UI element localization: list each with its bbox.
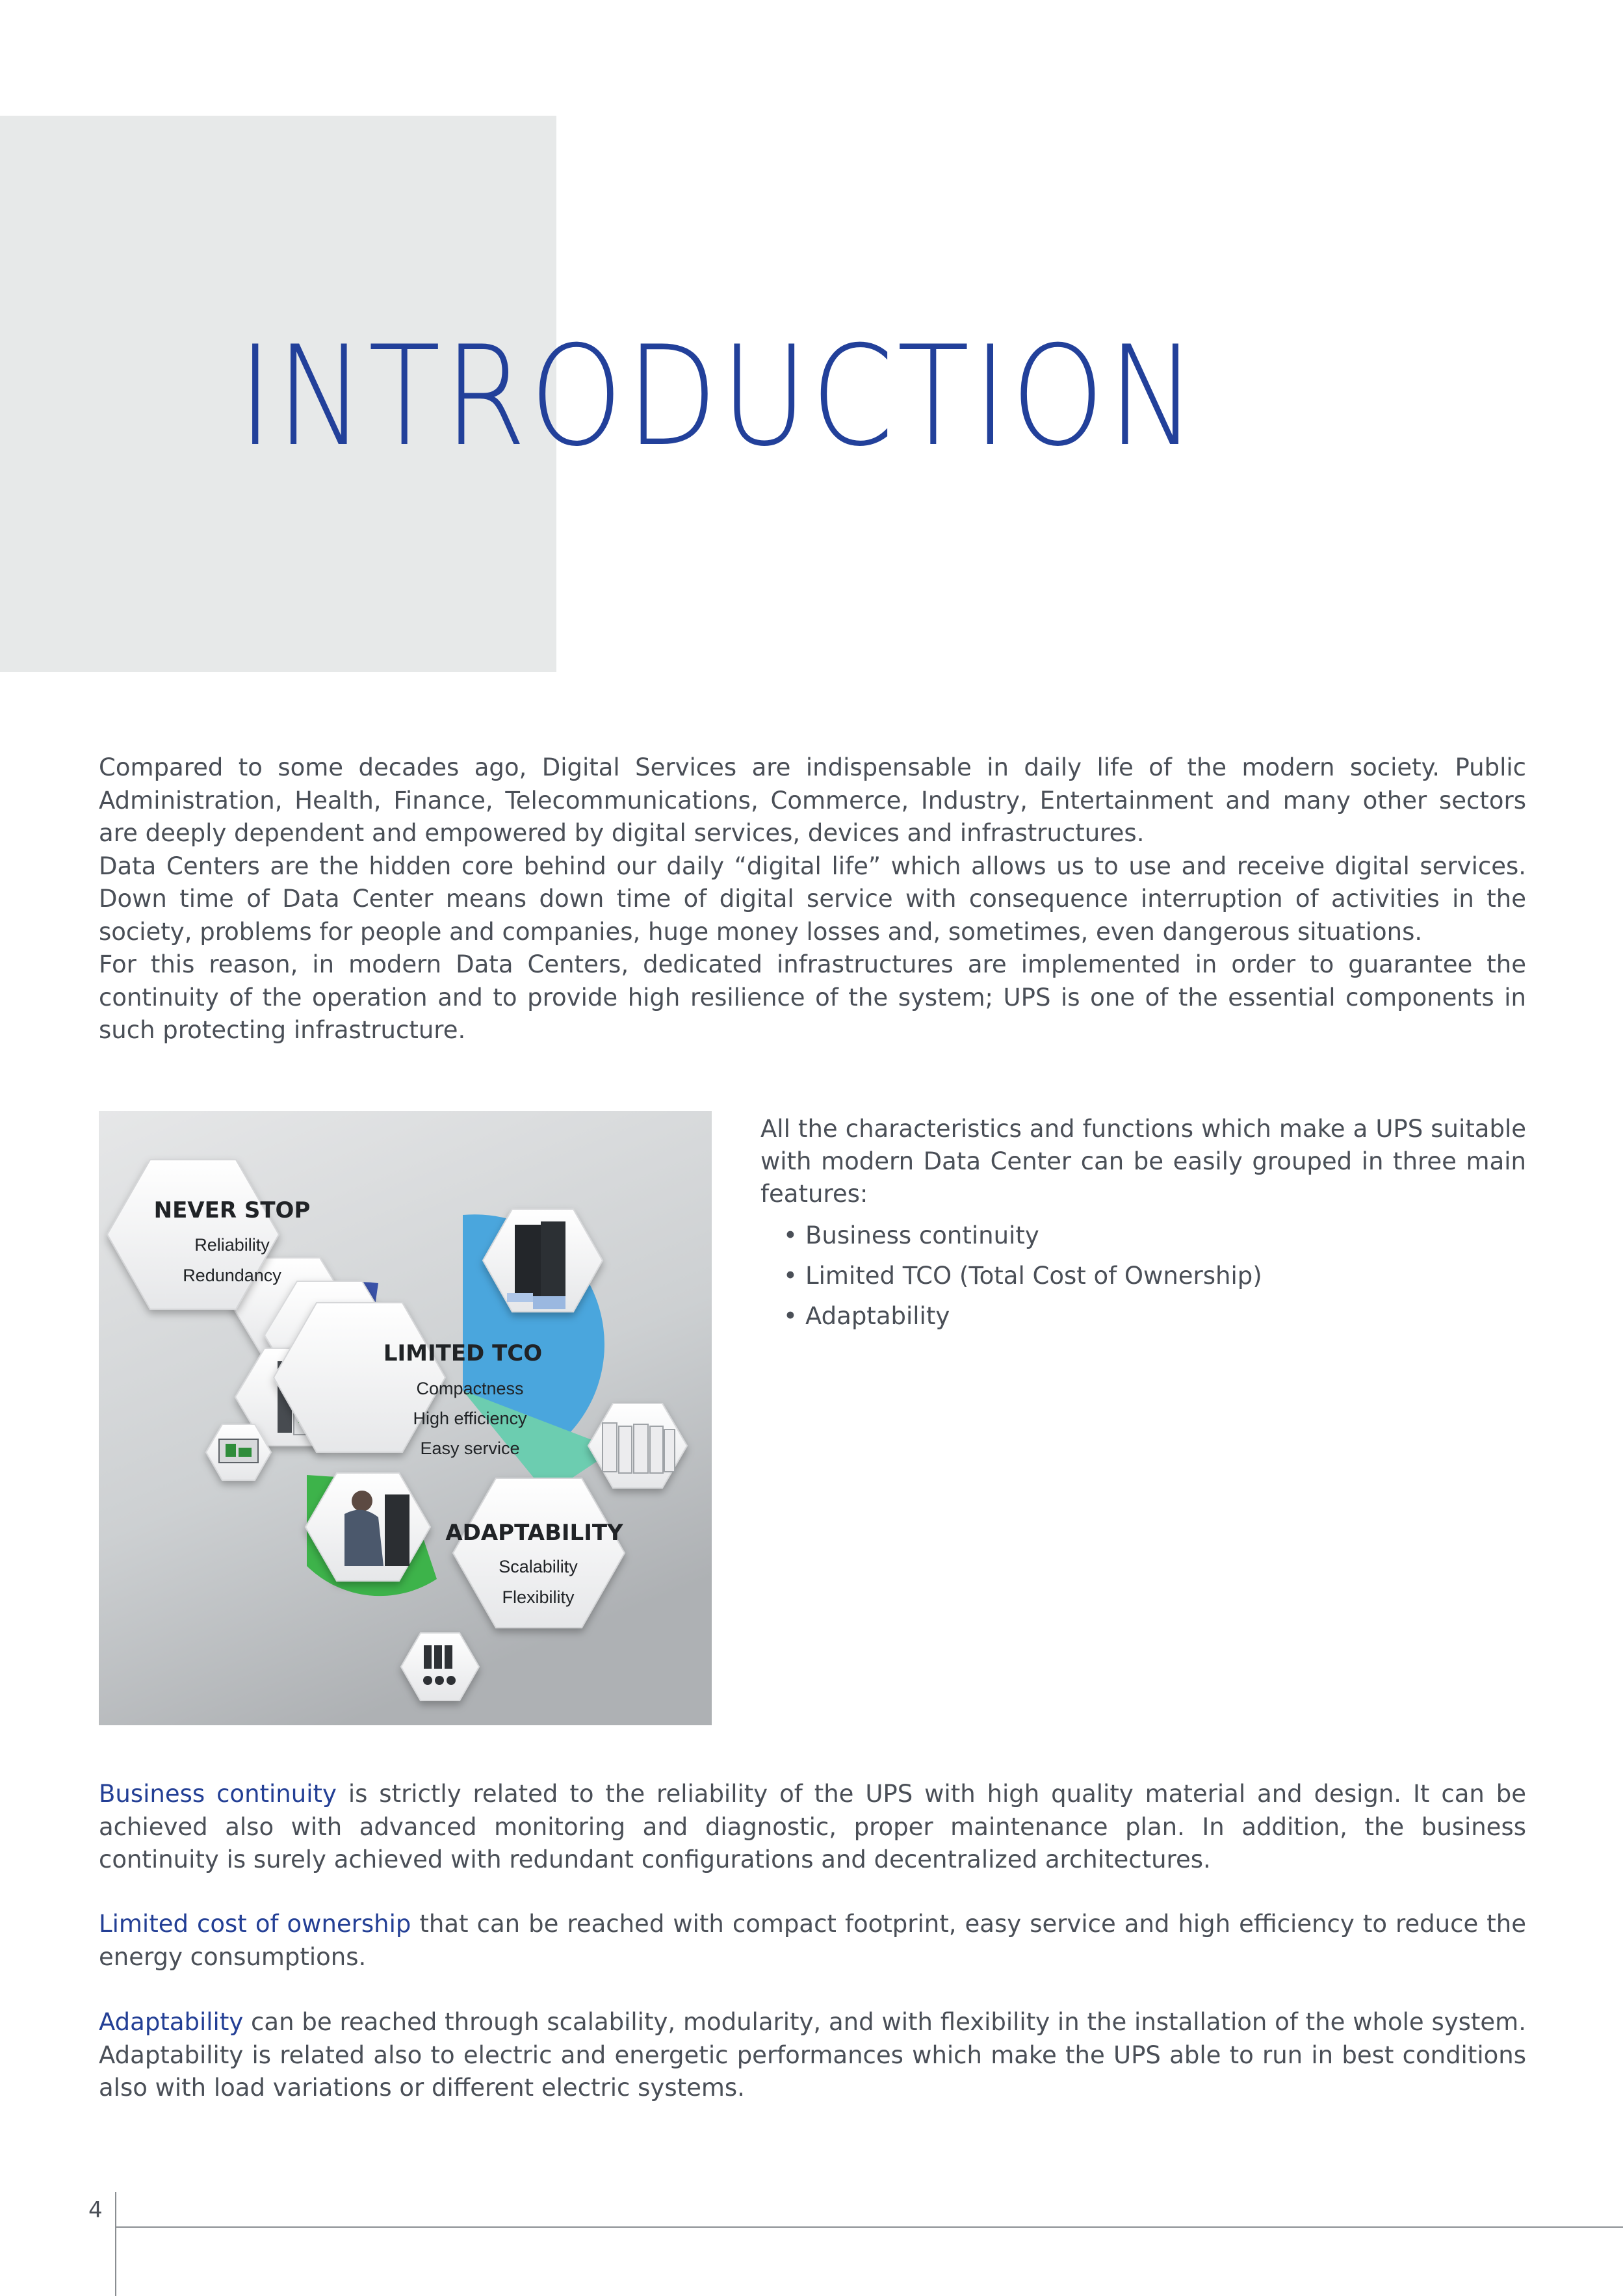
business-continuity-text: is strictly related to the reliability of the UPS with high quality material and design. It can be achieved also with advanced monitoring and diagnostic, proper maintenance plan. In addition, the business continuity is surely achieved with redundant configurations and decentralized architectures. <box>99 1780 1526 1873</box>
intro-text <box>99 751 1526 1047</box>
list-item <box>783 1216 1262 1256</box>
cabinet-image <box>507 1221 565 1309</box>
intro-paragraph-1: Compared to some decades ago, Digital Services are indispensable in daily life of the modern society. Public Administration, Health, Finance, Telecommunications, Commerce, Industry, Entertainment and many other sectors are deeply dependent and empowered by digital services, devices and infrastructures. <box>99 753 1526 847</box>
list-item <box>783 1256 1262 1296</box>
adaptability-paragraph <box>99 2006 1526 2105</box>
list-item <box>783 1296 1262 1337</box>
adaptability-line-1: Scalability <box>499 1557 578 1576</box>
limited-tco-title: LIMITED TCO <box>383 1340 543 1366</box>
feature-adaptability: Adaptability <box>805 1302 950 1330</box>
page-number: 4 <box>88 2197 103 2223</box>
business-continuity-paragraph <box>99 1778 1526 1877</box>
bullet: • <box>783 1302 798 1330</box>
limited-cost-term: Limited cost of ownership <box>99 1910 411 1938</box>
adaptability-title: ADAPTABILITY <box>445 1520 623 1546</box>
limited-cost-paragraph <box>99 1908 1526 1974</box>
features-list <box>783 1216 1262 1337</box>
intro-paragraph-2: Data Centers are the hidden core behind our daily “digital life” which allows us to use and receive digital services. Down time of Data Center means down time of digital service with consequence interruption of activities in the society, problems for people and companies, huge money losses and, sometimes, even dangerous situations. <box>99 852 1526 946</box>
never-stop-line-1: Reliability <box>194 1235 270 1255</box>
limited-tco-line-1: Compactness <box>416 1379 524 1398</box>
never-stop-line-2: Redundancy <box>183 1266 281 1285</box>
adaptability-line-2: Flexibility <box>502 1587 575 1607</box>
limited-tco-line-2: High efficiency <box>413 1409 527 1428</box>
bullet: • <box>783 1262 798 1290</box>
small-board-image <box>219 1439 258 1463</box>
never-stop-title: NEVER STOP <box>153 1197 311 1223</box>
limited-tco-line-3: Easy service <box>420 1439 520 1458</box>
feature-business-continuity: Business continuity <box>805 1221 1039 1249</box>
battery-image <box>423 1645 456 1685</box>
features-diagram <box>99 1111 712 1725</box>
bullet: • <box>783 1221 798 1249</box>
footer-divider-horizontal <box>115 2226 1623 2228</box>
limited-cost-text: that can be reached with compact footprint, easy service and high efficiency to reduce the energy consumptions. <box>99 1910 1526 1971</box>
adaptability-text: can be reached through scalability, modularity, and with flexibility in the installation of the whole system. Adaptability is related also to electric and energetic performances which make the UPS able to run in best conditions also with load variations or different electric systems. <box>99 2008 1526 2102</box>
feature-limited-tco: Limited TCO (Total Cost of Ownership) <box>805 1262 1262 1290</box>
page-title: INTRODUCTION <box>238 316 1200 476</box>
footer-divider-vertical <box>115 2192 116 2296</box>
features-intro-text: All the characteristics and functions which make a UPS suitable with modern Data Center can be easily grouped in three main features: <box>760 1115 1526 1208</box>
adaptability-term: Adaptability <box>99 2008 244 2036</box>
business-continuity-term: Business continuity <box>99 1780 337 1808</box>
cabinets-right-image <box>603 1423 675 1473</box>
intro-paragraph-3: For this reason, in modern Data Centers, dedicated infrastructures are implemented in order to guarantee the continuity of the operation and to provide high resilience of the system; UPS is one of the essential components in such protecting infrastructure. <box>99 950 1526 1044</box>
